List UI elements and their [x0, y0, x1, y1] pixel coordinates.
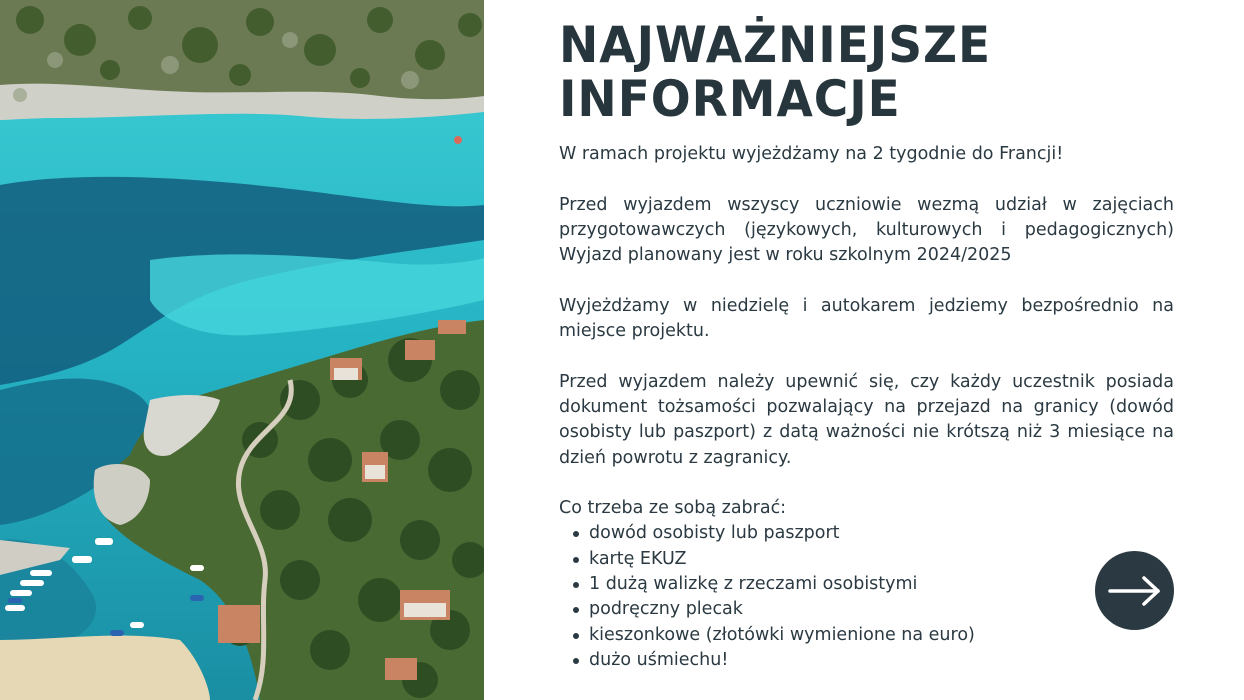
paragraph-travel: Wyjeżdżamy w niedzielę i autokarem jedziemy bezpośrednio na miejsce projektu. — [559, 295, 1174, 342]
list-item: dużo uśmiechu! — [573, 648, 1174, 673]
info-body — [559, 142, 1174, 673]
page-title — [559, 16, 992, 128]
packing-list — [573, 521, 1174, 673]
coastal-bay-image — [0, 0, 484, 700]
list-item: 1 dużą walizkę z rzeczami osobistymi — [573, 572, 1174, 597]
title-line-2: INFORMACJE — [559, 70, 901, 128]
info-panel — [559, 18, 1174, 673]
next-slide-button[interactable] — [1095, 551, 1174, 630]
list-item: dowód osobisty lub paszport — [573, 521, 1174, 546]
list-item: kieszonkowe (złotówki wymienione na euro) — [573, 623, 1174, 648]
coastal-bay-photo — [0, 0, 484, 700]
list-item: kartę EKUZ — [573, 547, 1174, 572]
paragraph-trip-intro: W ramach projektu wyjeżdżamy na 2 tygodnie do Francji! — [559, 144, 1064, 164]
packing-list-label: Co trzeba ze sobą zabrać: — [559, 498, 787, 519]
title-line-1: NAJWAŻNIEJSZE — [559, 16, 992, 74]
paragraph-documents: Przed wyjazdem należy upewnić się, czy każdy uczestnik posiada dokument tożsamości pozwalający na przejazd na granicy (dowód osobisty lub paszport) z datą ważności nie krótszą niż 3 miesiące na dzień powrotu z zagranicy. — [559, 371, 1174, 468]
arrow-right-icon — [1108, 576, 1162, 606]
list-item: podręczny plecak — [573, 597, 1174, 622]
paragraph-preparation: Przed wyjazdem wszyscy uczniowie wezmą udział w zajęciach przygotowawczych (językowych, kulturowych i pedagogicznych) Wyjazd planowany jest w roku szkolnym 2024/2025 — [559, 194, 1174, 266]
